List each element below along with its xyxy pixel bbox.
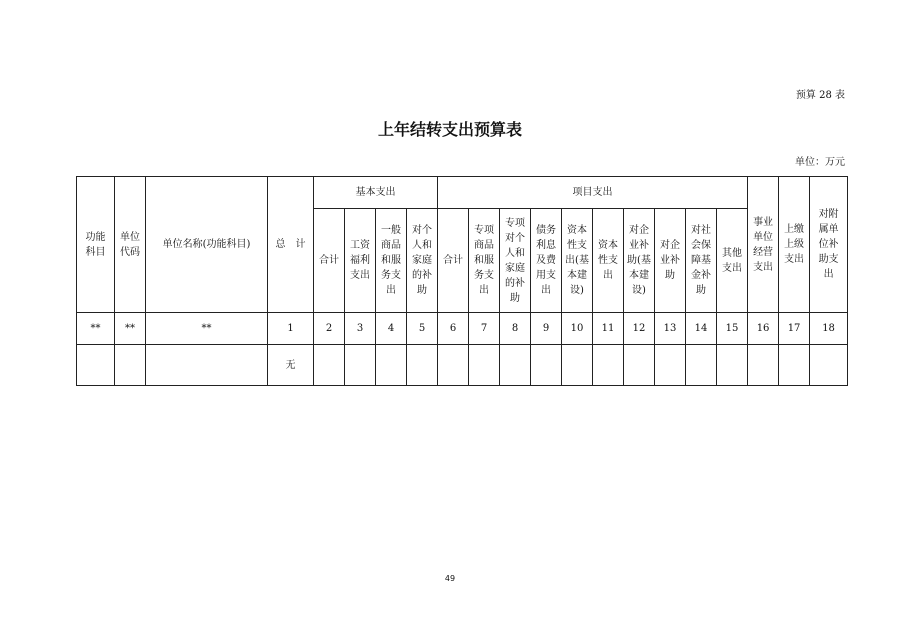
data-cell-total: 无 bbox=[268, 345, 314, 386]
page-number: 49 bbox=[444, 574, 456, 583]
column-index-row bbox=[77, 313, 848, 345]
index-cell: 8 bbox=[500, 313, 531, 345]
header-proj-enterprise: 对企业补助 bbox=[655, 209, 686, 313]
index-cell: 12 bbox=[624, 313, 655, 345]
index-cell: 10 bbox=[562, 313, 593, 345]
header-affiliate-subsidy: 对附属单位补助支出 bbox=[810, 177, 848, 313]
data-cell bbox=[593, 345, 624, 386]
index-cell: 9 bbox=[531, 313, 562, 345]
header-basic-goods: 一般商品和服务支出 bbox=[376, 209, 407, 313]
header-proj-other: 其他支出 bbox=[717, 209, 748, 313]
header-basic-total: 合计 bbox=[314, 209, 345, 313]
data-cell bbox=[438, 345, 469, 386]
header-proj-total: 合计 bbox=[438, 209, 469, 313]
index-cell: ** bbox=[77, 313, 115, 345]
data-cell bbox=[717, 345, 748, 386]
data-cell bbox=[748, 345, 779, 386]
header-project-group: 项目支出 bbox=[438, 177, 748, 209]
unit-label: 单位：万元 bbox=[795, 157, 845, 168]
page-title: 上年结转支出预算表 bbox=[377, 120, 522, 139]
index-cell: ** bbox=[115, 313, 146, 345]
header-proj-personal: 专项对个人和家庭的补助 bbox=[500, 209, 531, 313]
data-cell bbox=[469, 345, 500, 386]
index-cell: 11 bbox=[593, 313, 624, 345]
data-cell bbox=[407, 345, 438, 386]
header-proj-debt: 债务利息及费用支出 bbox=[531, 209, 562, 313]
header-basic-personal: 对个人和家庭的补助 bbox=[407, 209, 438, 313]
data-cell bbox=[376, 345, 407, 386]
data-cell bbox=[624, 345, 655, 386]
index-cell: 16 bbox=[748, 313, 779, 345]
index-cell: 1 bbox=[268, 313, 314, 345]
header-proj-social: 对社会保障基金补助 bbox=[686, 209, 717, 313]
budget-table bbox=[76, 176, 848, 386]
index-cell: 17 bbox=[779, 313, 810, 345]
form-number: 预算 28 表 bbox=[795, 90, 845, 101]
header-proj-capital-build: 资本性支出(基本建设) bbox=[562, 209, 593, 313]
header-biz-operation: 事业单位经营支出 bbox=[748, 177, 779, 313]
index-cell: 4 bbox=[376, 313, 407, 345]
index-cell: 7 bbox=[469, 313, 500, 345]
header-turn-over: 上缴上级支出 bbox=[779, 177, 810, 313]
header-proj-enterprise-build: 对企业补助(基本建设) bbox=[624, 209, 655, 313]
index-cell: 3 bbox=[345, 313, 376, 345]
data-cell bbox=[314, 345, 345, 386]
index-cell: 5 bbox=[407, 313, 438, 345]
header-group-row bbox=[77, 177, 848, 209]
header-basic-group: 基本支出 bbox=[314, 177, 438, 209]
data-cell bbox=[562, 345, 593, 386]
index-cell: 6 bbox=[438, 313, 469, 345]
data-cell bbox=[115, 345, 146, 386]
header-total: 总 计 bbox=[268, 177, 314, 313]
data-cell bbox=[686, 345, 717, 386]
data-cell bbox=[500, 345, 531, 386]
header-unit-code: 单位代码 bbox=[115, 177, 146, 313]
data-cell bbox=[77, 345, 115, 386]
index-cell: 13 bbox=[655, 313, 686, 345]
data-cell bbox=[655, 345, 686, 386]
data-cell bbox=[531, 345, 562, 386]
header-proj-capital: 资本性支出 bbox=[593, 209, 624, 313]
data-cell bbox=[810, 345, 848, 386]
index-cell: 18 bbox=[810, 313, 848, 345]
header-basic-salary: 工资福利支出 bbox=[345, 209, 376, 313]
data-cell bbox=[345, 345, 376, 386]
index-cell: 14 bbox=[686, 313, 717, 345]
table-row bbox=[77, 345, 848, 386]
index-cell: ** bbox=[146, 313, 268, 345]
header-proj-goods: 专项商品和服务支出 bbox=[469, 209, 500, 313]
data-cell bbox=[779, 345, 810, 386]
header-unit-name: 单位名称(功能科目) bbox=[146, 177, 268, 313]
header-func-code: 功能科目 bbox=[77, 177, 115, 313]
data-cell bbox=[146, 345, 268, 386]
index-cell: 15 bbox=[717, 313, 748, 345]
index-cell: 2 bbox=[314, 313, 345, 345]
